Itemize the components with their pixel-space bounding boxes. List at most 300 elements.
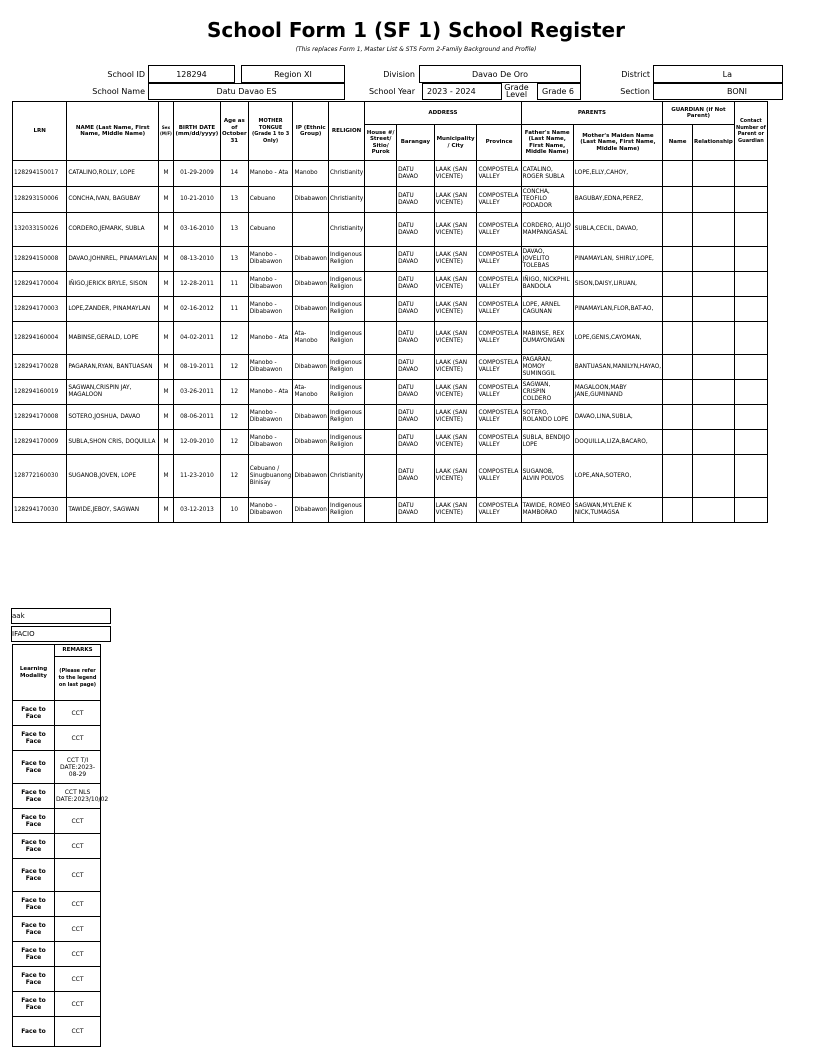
list-item xyxy=(13,784,101,809)
cell-name: CONCHA,IVAN, BAGUBAY xyxy=(67,187,159,213)
cell-house xyxy=(365,213,397,247)
cell-rel: Indigenous Religion xyxy=(328,380,364,405)
list-item xyxy=(13,726,101,751)
cell-remarks: CCT xyxy=(55,834,101,859)
cell-name: CATALINO,ROLLY, LOPE xyxy=(67,161,159,187)
table-row xyxy=(13,498,768,523)
cell-name: IÑIGO,JERICK BRYLE, SISON xyxy=(67,272,159,297)
col-religion: RELIGION xyxy=(328,102,364,161)
cell-mt: Cebuano xyxy=(248,187,293,213)
cell-lrn: 128294170028 xyxy=(13,355,67,380)
cell-prov: COMPOSTELA VALLEY xyxy=(477,430,521,455)
cell-brgy: DATU DAVAO xyxy=(397,187,435,213)
cell-guardian-relationship xyxy=(693,161,735,187)
cell-birth: 12-28-2011 xyxy=(173,272,220,297)
cell-lrn: 128294170004 xyxy=(13,272,67,297)
cell-birth: 08-19-2011 xyxy=(173,355,220,380)
cell-rel: Christianity xyxy=(328,187,364,213)
col-age: Age as of October 31 xyxy=(220,102,248,161)
cell-rel: Indigenous Religion xyxy=(328,322,364,355)
cell-lrn: 128294150017 xyxy=(13,161,67,187)
cell-remarks: CCT xyxy=(55,701,101,726)
col-remarks: REMARKS xyxy=(55,645,101,657)
cell-age: 14 xyxy=(220,161,248,187)
col-parents: PARENTS xyxy=(521,102,663,125)
cell-rel: Indigenous Religion xyxy=(328,498,364,523)
cell-sex: M xyxy=(159,187,174,213)
cell-contact xyxy=(734,247,767,272)
cell-prov: COMPOSTELA VALLEY xyxy=(477,247,521,272)
school-name-value: Datu Davao ES xyxy=(148,83,345,100)
cell-guardian-relationship xyxy=(693,355,735,380)
cell-lrn: 128772160030 xyxy=(13,455,67,498)
cell-name: PAGARAN,RYAN, BANTUASAN xyxy=(67,355,159,380)
cell-modality: Face to Face xyxy=(13,834,55,859)
cell-lrn: 128294160004 xyxy=(13,322,67,355)
cell-prov: COMPOSTELA VALLEY xyxy=(477,297,521,322)
cell-age: 13 xyxy=(220,213,248,247)
section-tail: IFACIO xyxy=(11,626,111,642)
cell-mun: LAAK (SAN VICENTE) xyxy=(434,247,477,272)
cell-rel: Indigenous Religion xyxy=(328,297,364,322)
col-guardian-relationship: Relationship xyxy=(693,125,735,161)
school-year-value: 2023 - 2024 xyxy=(422,83,502,100)
cell-house xyxy=(365,187,397,213)
cell-birth: 02-16-2012 xyxy=(173,297,220,322)
cell-sex: M xyxy=(159,247,174,272)
col-mother: Mother's Maiden Name (Last Name, First Name, Middle Name) xyxy=(573,125,662,161)
region-value: Region XI xyxy=(241,65,345,83)
cell-remarks: CCT xyxy=(55,809,101,834)
cell-lrn: 128294170030 xyxy=(13,498,67,523)
cell-birth: 03-26-2011 xyxy=(173,380,220,405)
cell-mun: LAAK (SAN VICENTE) xyxy=(434,297,477,322)
table-row xyxy=(13,430,768,455)
cell-contact xyxy=(734,322,767,355)
cell-house xyxy=(365,380,397,405)
cell-guardian-name xyxy=(663,380,693,405)
col-guardian: GUARDIAN (if Not Parent) xyxy=(663,102,735,125)
cell-guardian-name xyxy=(663,297,693,322)
cell-father: CONCHA, TEOFILO PODADOR xyxy=(521,187,573,213)
cell-mother: PINAMAYLAN,FLOR,BAT-AO, xyxy=(573,297,662,322)
cell-birth: 01-29-2009 xyxy=(173,161,220,187)
cell-age: 12 xyxy=(220,380,248,405)
cell-brgy: DATU DAVAO xyxy=(397,161,435,187)
cell-sex: M xyxy=(159,322,174,355)
cell-lrn: 132033150026 xyxy=(13,213,67,247)
cell-name: SUBLA,SHON CRIS, DOQUILLA xyxy=(67,430,159,455)
cell-mother: DAVAO,LINA,SUBLA, xyxy=(573,405,662,430)
remarks-table xyxy=(12,644,109,1047)
cell-house xyxy=(365,322,397,355)
cell-rel: Indigenous Religion xyxy=(328,247,364,272)
cell-ip: Dibabawon xyxy=(293,455,329,498)
cell-remarks: CCT xyxy=(55,992,101,1017)
cell-modality: Face to Face xyxy=(13,726,55,751)
cell-mun: LAAK (SAN VICENTE) xyxy=(434,455,477,498)
cell-rel: Indigenous Religion xyxy=(328,405,364,430)
list-item xyxy=(13,992,101,1017)
cell-sex: M xyxy=(159,498,174,523)
cell-guardian-name xyxy=(663,213,693,247)
cell-guardian-relationship xyxy=(693,272,735,297)
cell-remarks: CCT xyxy=(55,917,101,942)
list-item xyxy=(13,809,101,834)
school-year-label: School Year xyxy=(368,87,415,96)
cell-mun: LAAK (SAN VICENTE) xyxy=(434,355,477,380)
cell-mun: LAAK (SAN VICENTE) xyxy=(434,187,477,213)
col-name: NAME (Last Name, First Name, Middle Name) xyxy=(67,102,159,161)
cell-brgy: DATU DAVAO xyxy=(397,455,435,498)
cell-name: CORDERO,JEMARK, SUBLA xyxy=(67,213,159,247)
cell-name: DAVAO,JOHNREL, PINAMAYLAN xyxy=(67,247,159,272)
cell-father: CATALINO, ROGER SUBLA xyxy=(521,161,573,187)
cell-age: 12 xyxy=(220,405,248,430)
col-birth-date: BIRTH DATE (mm/dd/yyyy) xyxy=(173,102,220,161)
district-label: District xyxy=(621,70,650,79)
cell-sex: M xyxy=(159,405,174,430)
cell-house xyxy=(365,297,397,322)
cell-ip: Ata-Manobo xyxy=(293,322,329,355)
cell-guardian-name xyxy=(663,247,693,272)
cell-mt: Cebuano / Sinugbuanong Binisay xyxy=(248,455,293,498)
cell-house xyxy=(365,161,397,187)
cell-mother: BANTUASAN,MANILYN,HAYAO, xyxy=(573,355,662,380)
cell-father: SOTERO, ROLANDO LOPE xyxy=(521,405,573,430)
cell-contact xyxy=(734,272,767,297)
cell-birth: 04-02-2011 xyxy=(173,322,220,355)
cell-name: SOTERO,JOSHUA, DAVAO xyxy=(67,405,159,430)
cell-modality: Face to Face xyxy=(13,892,55,917)
cell-prov: COMPOSTELA VALLEY xyxy=(477,498,521,523)
cell-brgy: DATU DAVAO xyxy=(397,272,435,297)
cell-age: 12 xyxy=(220,355,248,380)
col-house: House #/ Street/ Sitio/ Purok xyxy=(365,125,397,161)
cell-mun: LAAK (SAN VICENTE) xyxy=(434,272,477,297)
cell-ip: Dibabawon xyxy=(293,272,329,297)
cell-guardian-name xyxy=(663,405,693,430)
cell-modality: Face to Face xyxy=(13,809,55,834)
cell-prov: COMPOSTELA VALLEY xyxy=(477,272,521,297)
cell-sex: M xyxy=(159,297,174,322)
cell-remarks: CCT xyxy=(55,942,101,967)
list-item xyxy=(13,917,101,942)
cell-mother: SUBLA,CECIL, DAVAO, xyxy=(573,213,662,247)
cell-mun: LAAK (SAN VICENTE) xyxy=(434,405,477,430)
list-item xyxy=(13,834,101,859)
cell-birth: 10-21-2010 xyxy=(173,187,220,213)
cell-name: MABINSE,GERALD, LOPE xyxy=(67,322,159,355)
cell-sex: M xyxy=(159,272,174,297)
cell-guardian-relationship xyxy=(693,322,735,355)
cell-lrn: 128294160019 xyxy=(13,380,67,405)
cell-contact xyxy=(734,430,767,455)
list-item xyxy=(13,701,101,726)
table-row xyxy=(13,161,768,187)
table-row xyxy=(13,247,768,272)
cell-ip: Manobo xyxy=(293,161,329,187)
cell-house xyxy=(365,272,397,297)
cell-ip: Ata-Manobo xyxy=(293,380,329,405)
cell-lrn: 128294170009 xyxy=(13,430,67,455)
table-row xyxy=(13,297,768,322)
cell-mother: SAGWAN,MYLENE K NICK,TUMAGSA xyxy=(573,498,662,523)
cell-contact xyxy=(734,498,767,523)
col-remarks-sub: (Please refer to the legend on last page) xyxy=(55,657,101,701)
cell-house xyxy=(365,355,397,380)
cell-modality: Face to Face xyxy=(13,917,55,942)
cell-mt: Manobo - Ata xyxy=(248,322,293,355)
cell-modality: Face to Face xyxy=(13,992,55,1017)
cell-father: TAWIDE, ROMEO MAMBORAO xyxy=(521,498,573,523)
table-row xyxy=(13,355,768,380)
cell-birth: 03-12-2013 xyxy=(173,498,220,523)
cell-age: 13 xyxy=(220,187,248,213)
cell-father: SAGWAN, CRISPIN COLDERO xyxy=(521,380,573,405)
cell-mun: LAAK (SAN VICENTE) xyxy=(434,430,477,455)
district-value: La xyxy=(653,65,783,83)
cell-mother: BAGUBAY,EDNA,PEREZ, xyxy=(573,187,662,213)
cell-mun: LAAK (SAN VICENTE) xyxy=(434,161,477,187)
cell-rel: Christianity xyxy=(328,455,364,498)
cell-lrn: 128293150006 xyxy=(13,187,67,213)
cell-guardian-name xyxy=(663,498,693,523)
cell-guardian-relationship xyxy=(693,213,735,247)
col-contact: Contact Number of Parent or Guardian xyxy=(734,102,767,161)
cell-guardian-relationship xyxy=(693,380,735,405)
cell-sex: M xyxy=(159,380,174,405)
cell-contact xyxy=(734,297,767,322)
cell-brgy: DATU DAVAO xyxy=(397,322,435,355)
col-address: ADDRESS xyxy=(365,102,521,125)
cell-prov: COMPOSTELA VALLEY xyxy=(477,355,521,380)
division-label: Division xyxy=(383,70,415,79)
cell-age: 11 xyxy=(220,272,248,297)
cell-contact xyxy=(734,187,767,213)
cell-birth: 11-23-2010 xyxy=(173,455,220,498)
cell-mother: SISON,DAISY,LIRUAN, xyxy=(573,272,662,297)
cell-name: SUGANOB,JOVEN, LOPE xyxy=(67,455,159,498)
cell-house xyxy=(365,430,397,455)
cell-rel: Indigenous Religion xyxy=(328,355,364,380)
cell-father: MABINSE, REX DUMAYONGAN xyxy=(521,322,573,355)
cell-contact xyxy=(734,380,767,405)
cell-father: IÑIGO, NICKPHIL BANDOLA xyxy=(521,272,573,297)
cell-sex: M xyxy=(159,355,174,380)
register-table xyxy=(12,101,768,523)
cell-father: SUBLA, BENDIJO LOPE xyxy=(521,430,573,455)
cell-sex: M xyxy=(159,213,174,247)
cell-father: SUGANOB, ALVIN POLVOS xyxy=(521,455,573,498)
table-row xyxy=(13,455,768,498)
cell-guardian-name xyxy=(663,355,693,380)
col-mother-tongue: MOTHER TONGUE (Grade 1 to 3 Only) xyxy=(248,102,293,161)
list-item xyxy=(13,859,101,892)
cell-age: 12 xyxy=(220,455,248,498)
cell-prov: COMPOSTELA VALLEY xyxy=(477,380,521,405)
cell-guardian-name xyxy=(663,322,693,355)
cell-mother: PINAMAYLAN, SHIRLY,LOPE, xyxy=(573,247,662,272)
school-name-label: School Name xyxy=(92,87,145,96)
col-guardian-name: Name xyxy=(663,125,693,161)
cell-father: DAVAO, JOVELITO TOLEBAS xyxy=(521,247,573,272)
cell-house xyxy=(365,455,397,498)
cell-modality: Face to Face xyxy=(13,967,55,992)
cell-rel: Indigenous Religion xyxy=(328,272,364,297)
cell-modality: Face to Face xyxy=(13,942,55,967)
cell-ip: Dibabawon xyxy=(293,297,329,322)
cell-mun: LAAK (SAN VICENTE) xyxy=(434,380,477,405)
list-item xyxy=(13,942,101,967)
cell-modality: Face to Face xyxy=(13,784,55,809)
section-value: BONI xyxy=(653,83,783,100)
cell-guardian-relationship xyxy=(693,430,735,455)
cell-modality: Face to Face xyxy=(13,859,55,892)
cell-ip: Dibabawon xyxy=(293,355,329,380)
cell-modality: Face to Face xyxy=(13,751,55,784)
cell-prov: COMPOSTELA VALLEY xyxy=(477,322,521,355)
cell-prov: COMPOSTELA VALLEY xyxy=(477,455,521,498)
cell-guardian-name xyxy=(663,187,693,213)
cell-brgy: DATU DAVAO xyxy=(397,213,435,247)
cell-lrn: 128294170008 xyxy=(13,405,67,430)
cell-mt: Manobo - Ata xyxy=(248,161,293,187)
cell-remarks: CCT xyxy=(55,859,101,892)
list-item xyxy=(13,751,101,784)
table-row xyxy=(13,272,768,297)
cell-prov: COMPOSTELA VALLEY xyxy=(477,213,521,247)
cell-mt: Manobo - Dibabawon xyxy=(248,405,293,430)
cell-mother: LOPE,ANA,SOTERO, xyxy=(573,455,662,498)
cell-birth: 03-16-2010 xyxy=(173,213,220,247)
cell-mun: LAAK (SAN VICENTE) xyxy=(434,322,477,355)
cell-mun: LAAK (SAN VICENTE) xyxy=(434,498,477,523)
cell-guardian-relationship xyxy=(693,297,735,322)
cell-mt: Manobo - Dibabawon xyxy=(248,297,293,322)
district-tail: aak xyxy=(11,608,111,624)
form-title: School Form 1 (SF 1) School Register xyxy=(207,18,625,42)
cell-remarks: CCT xyxy=(55,1017,101,1047)
cell-rel: Christianity xyxy=(328,161,364,187)
col-barangay: Barangay xyxy=(397,125,435,161)
cell-remarks: CCT T/I DATE:2023-08-29 xyxy=(55,751,101,784)
cell-house xyxy=(365,247,397,272)
cell-guardian-relationship xyxy=(693,247,735,272)
cell-mt: Cebuano xyxy=(248,213,293,247)
cell-guardian-name xyxy=(663,455,693,498)
col-learning-modality: Learning Modality xyxy=(13,645,55,701)
cell-remarks: CCT xyxy=(55,892,101,917)
cell-guardian-relationship xyxy=(693,455,735,498)
cell-mother: LOPE,ELLY,CAHOY, xyxy=(573,161,662,187)
cell-age: 12 xyxy=(220,430,248,455)
cell-name: SAGWAN,CRISPIN JAY, MAGALOON xyxy=(67,380,159,405)
col-sex: Sex (M/F) xyxy=(159,102,174,161)
cell-sex: M xyxy=(159,161,174,187)
list-item xyxy=(13,892,101,917)
col-municipality: Municipality / City xyxy=(434,125,477,161)
cell-brgy: DATU DAVAO xyxy=(397,430,435,455)
cell-contact xyxy=(734,213,767,247)
cell-mother: DOQUILLA,LIZA,BACARO, xyxy=(573,430,662,455)
grade-level-value: Grade 6 xyxy=(537,83,581,100)
cell-mun: LAAK (SAN VICENTE) xyxy=(434,213,477,247)
cell-birth: 08-13-2010 xyxy=(173,247,220,272)
table-row xyxy=(13,322,768,355)
cell-guardian-relationship xyxy=(693,187,735,213)
cell-mother: MAGALOON,MABY JANE,GUMINAND xyxy=(573,380,662,405)
table-row xyxy=(13,187,768,213)
cell-birth: 08-06-2011 xyxy=(173,405,220,430)
cell-age: 10 xyxy=(220,498,248,523)
cell-guardian-relationship xyxy=(693,405,735,430)
cell-lrn: 128294150008 xyxy=(13,247,67,272)
cell-brgy: DATU DAVAO xyxy=(397,247,435,272)
list-item xyxy=(13,967,101,992)
table-row xyxy=(13,405,768,430)
division-value: Davao De Oro xyxy=(419,65,581,83)
cell-ip: Dibabawon xyxy=(293,247,329,272)
cell-mt: Manobo - Dibabawon xyxy=(248,498,293,523)
cell-prov: COMPOSTELA VALLEY xyxy=(477,187,521,213)
cell-guardian-name xyxy=(663,430,693,455)
cell-birth: 12-09-2010 xyxy=(173,430,220,455)
cell-prov: COMPOSTELA VALLEY xyxy=(477,405,521,430)
school-id-value: 128294 xyxy=(148,65,235,83)
cell-modality: Face to Face xyxy=(13,701,55,726)
cell-guardian-name xyxy=(663,272,693,297)
cell-name: TAWIDE,JEBOY, SAGWAN xyxy=(67,498,159,523)
cell-mt: Manobo - Ata xyxy=(248,380,293,405)
cell-remarks: CCT xyxy=(55,967,101,992)
col-ip: IP (Ethnic Group) xyxy=(293,102,329,161)
cell-ip: Dibabawon xyxy=(293,498,329,523)
cell-brgy: DATU DAVAO xyxy=(397,297,435,322)
cell-contact xyxy=(734,355,767,380)
cell-brgy: DATU DAVAO xyxy=(397,355,435,380)
cell-remarks: CCT NLS DATE:2023/10/02 xyxy=(55,784,101,809)
cell-guardian-relationship xyxy=(693,498,735,523)
col-province: Province xyxy=(477,125,521,161)
cell-mt: Manobo - Dibabawon xyxy=(248,430,293,455)
cell-father: PAGARAN, MOMOY SUMINGGIL xyxy=(521,355,573,380)
col-father: Father's Name (Last Name, First Name, Middle Name) xyxy=(521,125,573,161)
col-lrn: LRN xyxy=(13,102,67,161)
cell-ip: Dibabawon xyxy=(293,187,329,213)
cell-father: LOPE, ARNEL CAGUNAN xyxy=(521,297,573,322)
cell-guardian-name xyxy=(663,161,693,187)
cell-contact xyxy=(734,405,767,430)
form-subtitle: (This replaces Form 1, Master List & STS Form 2-Family Background and Profile) xyxy=(295,46,537,53)
cell-prov: COMPOSTELA VALLEY xyxy=(477,161,521,187)
cell-contact xyxy=(734,455,767,498)
cell-father: CORDERO, ALIJO MAMPANGASAL xyxy=(521,213,573,247)
cell-ip xyxy=(293,213,329,247)
school-id-label: School ID xyxy=(107,70,145,79)
cell-name: LOPE,ZANDER, PINAMAYLAN xyxy=(67,297,159,322)
table-row xyxy=(13,213,768,247)
cell-mt: Manobo - Dibabawon xyxy=(248,272,293,297)
cell-brgy: DATU DAVAO xyxy=(397,498,435,523)
cell-age: 13 xyxy=(220,247,248,272)
cell-house xyxy=(365,498,397,523)
cell-lrn: 128294170003 xyxy=(13,297,67,322)
cell-ip: Dibabawon xyxy=(293,405,329,430)
cell-house xyxy=(365,405,397,430)
table-row xyxy=(13,380,768,405)
cell-age: 12 xyxy=(220,322,248,355)
